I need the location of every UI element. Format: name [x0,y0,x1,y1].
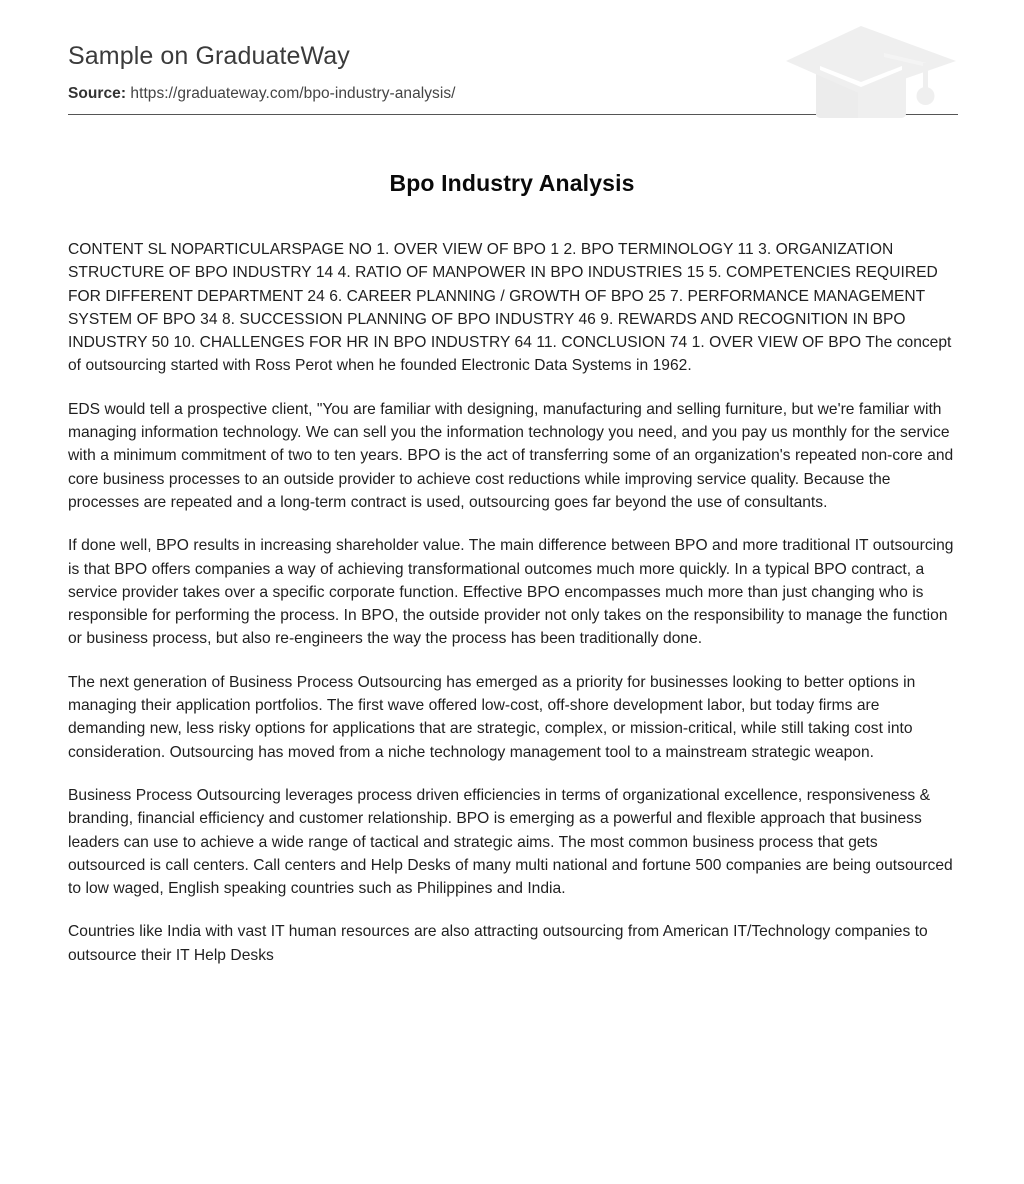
source-line [68,84,956,104]
body-paragraph: CONTENT SL NOPARTICULARSPAGE NO 1. OVER VIEW OF BPO 1 2. BPO TERMINOLOGY 11 3. ORGANIZATION STRUCTURE OF BPO INDUSTRY 14 4. RATIO OF MANPOWER IN BPO INDUSTRIES 15 5. COMPETENCIES REQUIRED FOR DIFFERENT DEPARTMENT 24 6. CAREER PLANNING / GROWTH OF BPO 25 7. PERFORMANCE MANAGEMENT SYSTEM OF BPO 34 8. SUCCESSION PLANNING OF BPO INDUSTRY 46 9. REWARDS AND RECOGNITION IN BPO INDUSTRY 50 10. CHALLENGES FOR HR IN BPO INDUSTRY 64 11. CONCLUSION 74 1. OVER VIEW OF BPO The concept of outsourcing started with Ross Perot when he founded Electronic Data Systems in 1962. [68,241,952,375]
page-title: Bpo Industry Analysis [389,170,635,196]
body-paragraph: Countries like India with vast IT human resources are also attracting outsourcing from American IT/Technology companies to outsource their IT Help Desks [68,923,928,964]
document-body [68,197,956,967]
body-paragraph: The next generation of Business Process Outsourcing has emerged as a priority for businesses looking to better options in managing their application portfolios. The first wave offered low-cost, off-shore development labor, but today firms are demanding new, less risky options for applications that are strategic, complex, or mission-critical, while still taking cost into consideration. Outsourcing has moved from a niche technology management tool to a mainstream strategic weapon. [68,673,916,761]
body-paragraph: EDS would tell a prospective client, "You are familiar with designing, manufacturing and selling furniture, but we're familiar with managing information technology. We can sell you the information technology you need, and you pay us monthly for the service with a minimum commitment of two to ten years. BPO is the act of transferring some of an organization's repeated non-core and core business processes to an outside provider to achieve cost reductions while improving service quality. Because the processes are repeated and a long-term contract is used, outsourcing goes far beyond the use of consultants. [68,400,954,511]
page-header [68,0,956,114]
site-title: Sample on GraduateWay [68,42,350,70]
source-url[interactable]: https://graduateway.com/bpo-industry-analysis/ [130,85,456,102]
graduation-cap-icon [784,18,964,128]
source-label: Source: [68,85,127,102]
body-paragraph: Business Process Outsourcing leverages process driven efficiencies in terms of organizational excellence, responsiveness & branding, financial efficiency and customer relationship. BPO is emerging as a powerful and flexible approach that business leaders can use to achieve a wide range of tactical and strategic aims. The most common business process that gets outsourced is call centers. Call centers and Help Desks of many multi national and fortune 500 companies are being outsourced to low waged, English speaking countries such as Philippines and India. [68,786,953,898]
body-paragraph: If done well, BPO results in increasing shareholder value. The main difference between BPO and more traditional IT outsourcing is that BPO offers companies a way of achieving transformational outcomes much more quickly. In a typical BPO contract, a service provider takes over a specific corporate function. Effective BPO encompasses much more than just changing who is responsible for performing the process. In BPO, the outside provider not only takes on the responsibility to manage the function or business process, but also re-engineers the way the process has been traditionally done. [68,537,954,648]
